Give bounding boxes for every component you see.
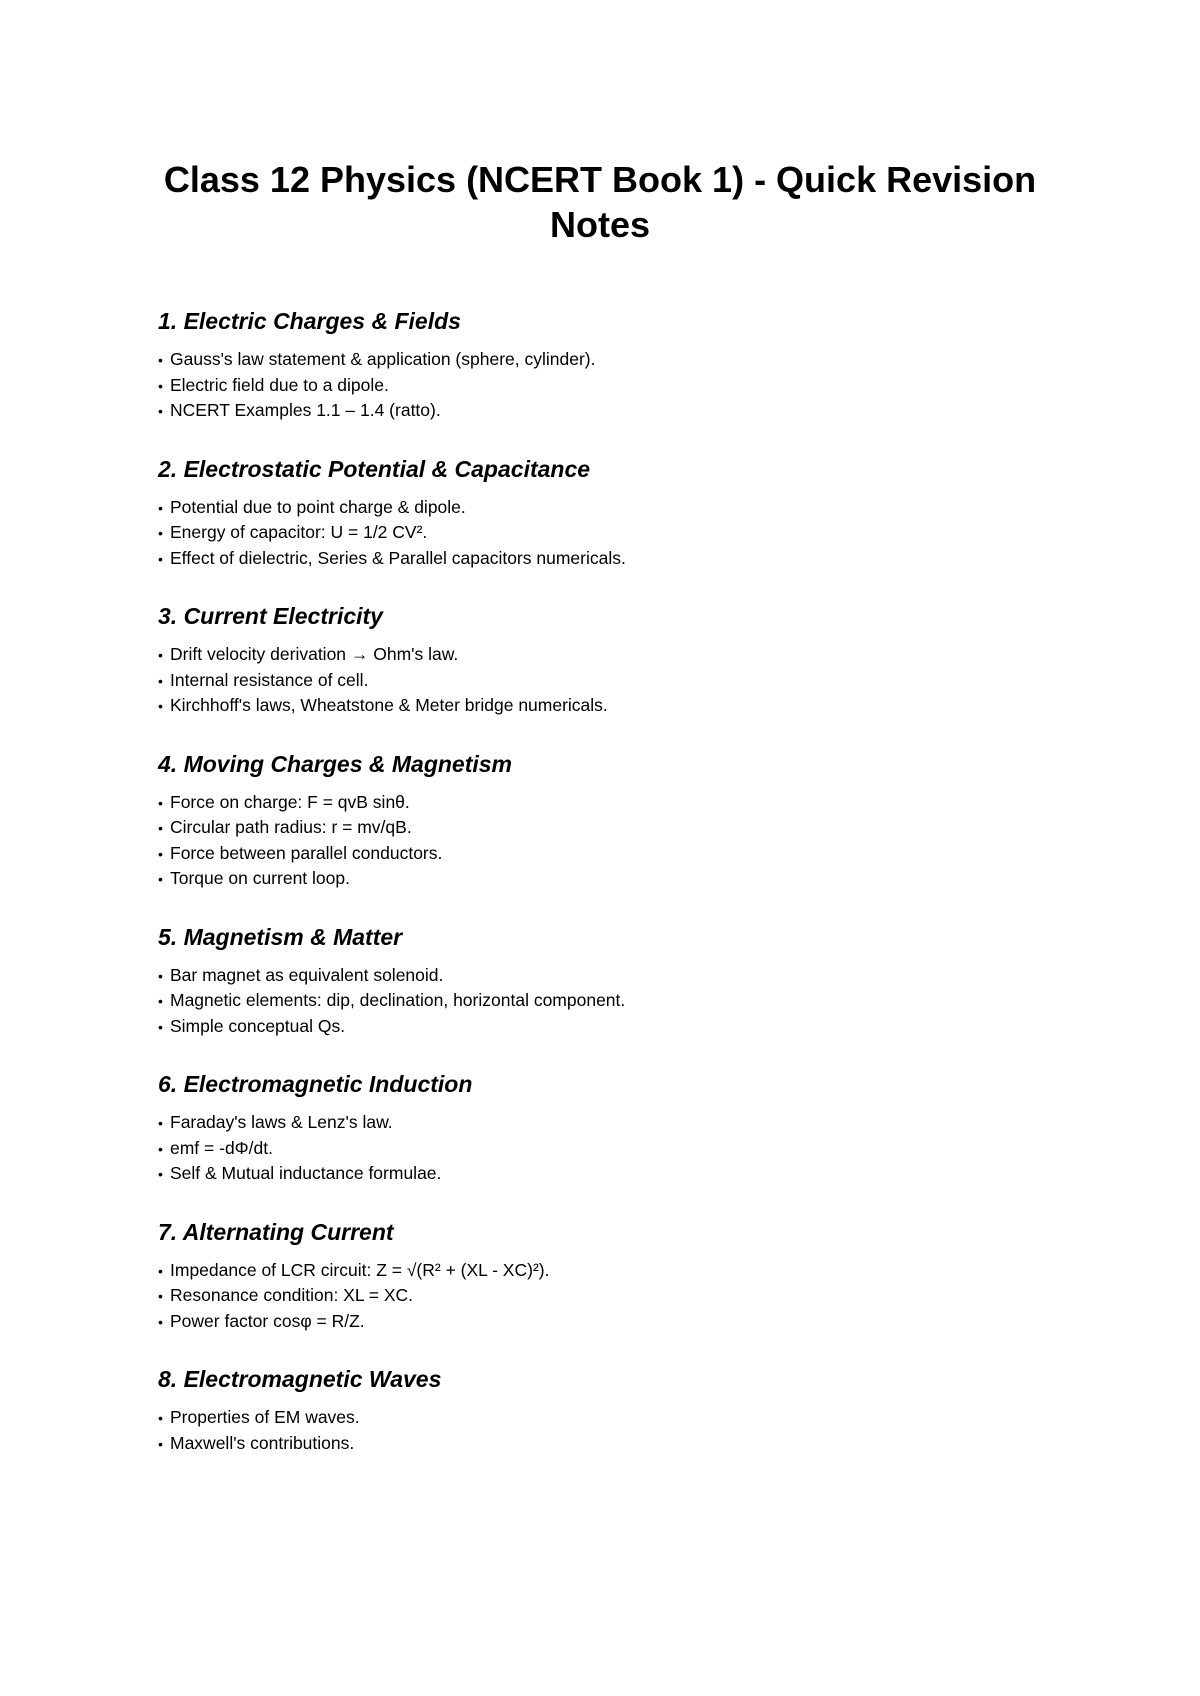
list-item-text: Effect of dielectric, Series & Parallel capacitors numericals. xyxy=(170,547,626,568)
list-item-text: Circular path radius: r = mv/qB. xyxy=(170,817,412,837)
list-item xyxy=(158,1283,1058,1309)
list-item xyxy=(158,815,1058,841)
section-7 xyxy=(158,1217,1058,1335)
list-item xyxy=(158,642,1058,668)
list-item xyxy=(158,520,1058,546)
bullet-icon: • xyxy=(158,1288,163,1304)
list-item xyxy=(158,1309,1058,1335)
bullet-list xyxy=(158,347,1058,424)
bullet-icon: • xyxy=(158,1435,163,1452)
list-item xyxy=(158,1014,1058,1040)
section-heading: 8. Electromagnetic Waves xyxy=(158,1366,442,1392)
section-6 xyxy=(158,1069,1058,1187)
section-heading: 2. Electrostatic Potential & Capacitance xyxy=(158,455,591,482)
bullet-icon: • xyxy=(158,820,163,836)
bullet-icon: • xyxy=(158,377,163,394)
bullet-icon: • xyxy=(158,967,163,984)
bullet-icon: • xyxy=(158,1140,163,1157)
list-item-text: Torque on current loop. xyxy=(170,868,350,888)
list-item-text: Bar magnet as equivalent solenoid. xyxy=(170,964,444,985)
list-item xyxy=(158,1161,1058,1187)
section-heading: 7. Alternating Current xyxy=(158,1218,394,1245)
list-item xyxy=(158,963,1058,989)
list-item-text: Power factor cosφ = R/Z. xyxy=(170,1310,365,1331)
section-heading: 3. Current Electricity xyxy=(158,603,383,629)
list-item xyxy=(158,546,1058,572)
section-8 xyxy=(158,1364,1058,1456)
list-item-text: Properties of EM waves. xyxy=(170,1407,360,1427)
section-heading: 5. Magnetism & Matter xyxy=(158,923,403,950)
section-4 xyxy=(158,749,1058,892)
bullet-icon: • xyxy=(158,794,163,811)
bullet-icon: • xyxy=(158,525,163,541)
list-item-text: Resonance condition: XL = XC. xyxy=(170,1285,414,1305)
section-heading: 1. Electric Charges & Fields xyxy=(158,308,461,334)
list-item-text: Gauss's law statement & application (sphere, cylinder). xyxy=(170,349,596,369)
section-1 xyxy=(158,306,1058,424)
bullet-icon: • xyxy=(158,871,163,887)
list-item-text: Kirchhoff's laws, Wheatstone & Meter bridge numericals. xyxy=(170,695,608,715)
bullet-list xyxy=(158,495,1058,572)
list-item xyxy=(158,1405,1058,1431)
bullet-list xyxy=(158,963,1058,1040)
list-item-text: Self & Mutual inductance formulae. xyxy=(170,1163,442,1183)
list-item xyxy=(158,1136,1058,1162)
list-item-text: Potential due to point charge & dipole. xyxy=(170,496,466,517)
bullet-icon: • xyxy=(158,993,163,1009)
bullet-icon: • xyxy=(158,647,163,663)
list-item xyxy=(158,790,1058,816)
bullet-icon: • xyxy=(158,499,163,516)
list-item-text: Impedance of LCR circuit: Z = √(R² + (XL - XC)²). xyxy=(170,1259,550,1280)
bullet-icon: • xyxy=(158,1166,163,1182)
list-item xyxy=(158,693,1058,719)
bullet-icon: • xyxy=(158,1018,163,1035)
bullet-icon: • xyxy=(158,403,163,419)
bullet-list xyxy=(158,1110,1058,1187)
list-item-text: Electric field due to a dipole. xyxy=(170,374,389,395)
list-item xyxy=(158,1431,1058,1457)
list-item xyxy=(158,1258,1058,1284)
list-item-text: Magnetic elements: dip, declination, horizontal component. xyxy=(170,990,626,1010)
bullet-icon: • xyxy=(158,672,163,689)
list-item-text: Faraday's laws & Lenz's law. xyxy=(170,1112,393,1132)
list-item-text: Force between parallel conductors. xyxy=(170,842,443,863)
list-item xyxy=(158,668,1058,694)
section-5 xyxy=(158,922,1058,1040)
bullet-icon: • xyxy=(158,1115,163,1131)
bullet-icon: • xyxy=(158,1313,163,1330)
section-2 xyxy=(158,454,1058,572)
bullet-list xyxy=(158,642,1058,719)
list-item-text: Simple conceptual Qs. xyxy=(170,1015,346,1036)
bullet-icon: • xyxy=(158,845,163,862)
section-3 xyxy=(158,601,1058,719)
bullet-icon: • xyxy=(158,352,163,368)
list-item-text: Energy of capacitor: U = 1/2 CV². xyxy=(170,522,428,542)
bullet-list xyxy=(158,1258,1058,1335)
list-item xyxy=(158,495,1058,521)
list-item-text: Internal resistance of cell. xyxy=(170,669,369,690)
list-item xyxy=(158,866,1058,892)
list-item xyxy=(158,347,1058,373)
bullet-icon: • xyxy=(158,1262,163,1279)
list-item-text: Maxwell's contributions. xyxy=(170,1432,355,1453)
list-item-text: Drift velocity derivation → Ohm's law. xyxy=(170,644,459,664)
list-item-text: emf = -dΦ/dt. xyxy=(170,1137,273,1158)
bullet-icon: • xyxy=(158,550,163,567)
sections-container xyxy=(158,306,1058,1486)
list-item xyxy=(158,988,1058,1014)
list-item xyxy=(158,373,1058,399)
section-heading: 6. Electromagnetic Induction xyxy=(158,1071,473,1097)
list-item xyxy=(158,398,1058,424)
bullet-icon: • xyxy=(158,1410,163,1426)
list-item-text: NCERT Examples 1.1 – 1.4 (ratto). xyxy=(170,400,441,420)
list-item-text: Force on charge: F = qvB sinθ. xyxy=(170,791,410,812)
bullet-list xyxy=(158,790,1058,892)
bullet-list xyxy=(158,1405,1058,1456)
page-title: Class 12 Physics (NCERT Book 1) - Quick Revision Notes xyxy=(163,159,1037,245)
bullet-icon: • xyxy=(158,698,163,714)
section-heading: 4. Moving Charges & Magnetism xyxy=(158,750,513,777)
list-item xyxy=(158,1110,1058,1136)
list-item xyxy=(158,841,1058,867)
